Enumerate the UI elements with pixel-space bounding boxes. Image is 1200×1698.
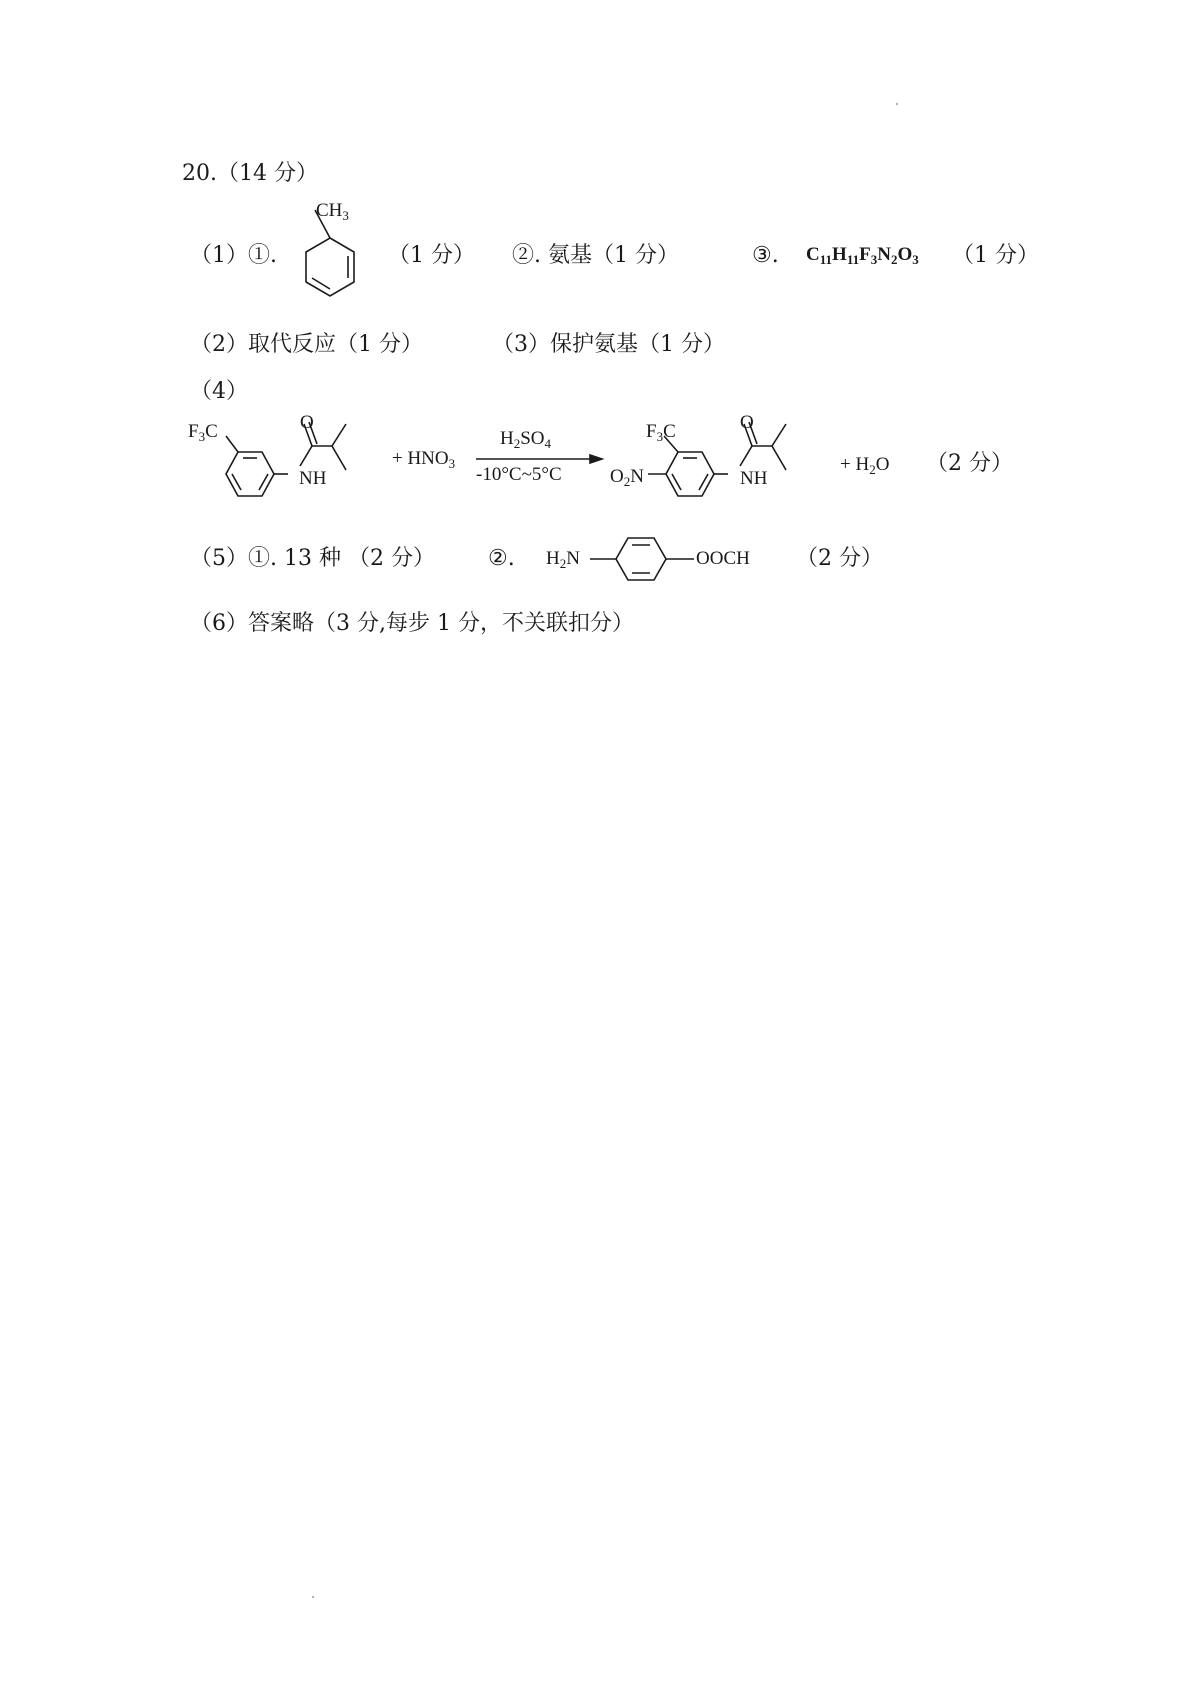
formula-element: O — [897, 244, 913, 265]
formula-count: 3 — [912, 252, 919, 267]
water-product: + $H_2O$ — [840, 454, 890, 477]
q6-answer: （6）答案略（3 分,每步 1 分，不关联扣分） — [190, 611, 634, 636]
formula-element: N — [877, 244, 891, 265]
formula-element: F — [859, 244, 871, 265]
reactant-carbonyl-o: O — [300, 412, 314, 433]
q5-score: （2 分） — [796, 546, 883, 571]
scan-dot — [312, 1596, 314, 1598]
nitric-acid: + $HNO_3$ — [392, 448, 456, 471]
q1-score-1: （1 分） — [388, 243, 475, 268]
q1-score-3: （1 分） — [952, 243, 1039, 268]
q5-part-1: （5）①. 13 种 （2 分） — [190, 546, 435, 571]
formula-count: 11 — [846, 252, 860, 267]
scan-dot — [896, 103, 898, 105]
amino-label: $H_2N$ — [546, 548, 580, 571]
reactant-nh-label: NH — [299, 468, 327, 489]
q4-label: （4） — [190, 379, 248, 404]
q5-part-2-label: ②. — [488, 546, 515, 571]
q1-part-2: ②. 氨基（1 分） — [512, 243, 679, 268]
catalyst-label: $H_2SO_4$ — [500, 428, 552, 451]
reactant-cf3-label: $F_3C$ — [188, 421, 218, 444]
formate-ester-label: OOCH — [696, 548, 750, 569]
product-structure — [598, 412, 838, 512]
formula-element: C — [806, 244, 820, 265]
formula-count: 2 — [890, 252, 898, 267]
product-carbonyl-o: O — [740, 412, 754, 433]
product-cf3-label: $F_3C$ — [646, 421, 676, 444]
q2-answer: （2）取代反应（1 分） — [190, 332, 423, 357]
formula-element: H — [832, 244, 847, 265]
product-nh-label: NH — [740, 468, 768, 489]
q1-part-3-label: ③. — [752, 243, 779, 268]
question-heading: 20.（14 分） — [182, 161, 318, 186]
molecular-formula — [806, 244, 919, 266]
q4-score: （2 分） — [926, 451, 1013, 476]
nitro-group-label: $O_2N$ — [610, 466, 644, 489]
temperature-condition: -10°C~5°C — [476, 464, 562, 485]
formula-count: 11 — [819, 252, 833, 267]
q3-answer: （3）保护氨基（1 分） — [492, 332, 725, 357]
q1-label: （1）①. — [190, 243, 277, 268]
methyl-label: $CH_3$ — [316, 200, 349, 223]
formula-count: 3 — [870, 252, 878, 267]
